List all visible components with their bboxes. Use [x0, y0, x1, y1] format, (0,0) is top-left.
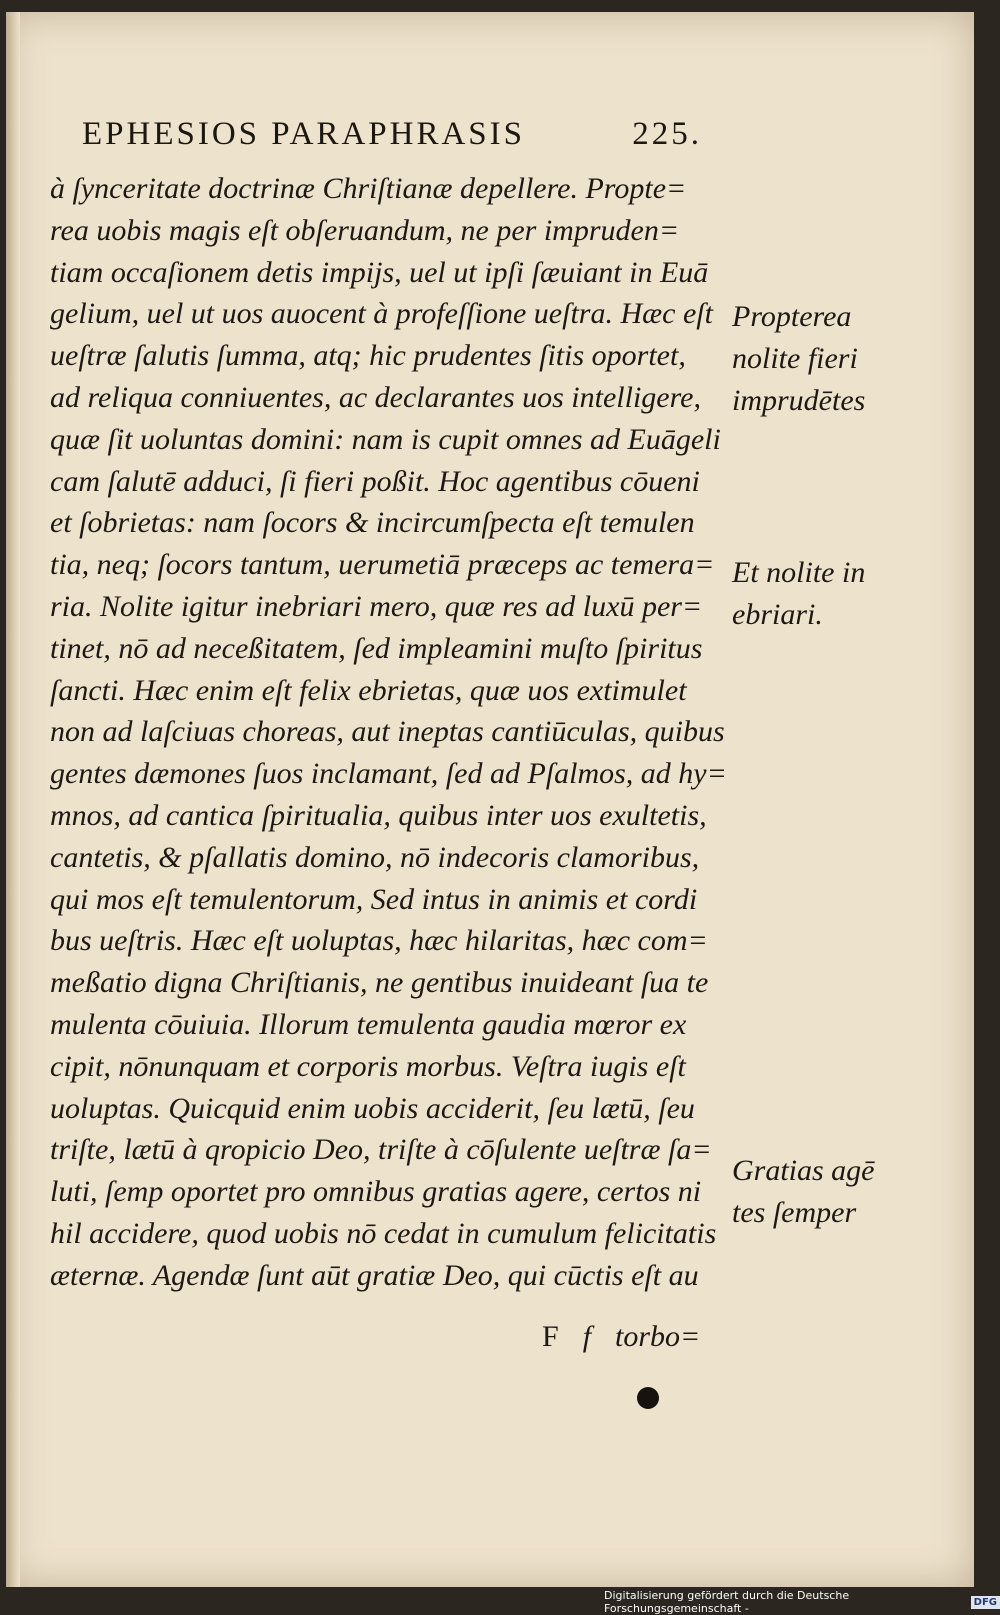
text-line: meßatio digna Chriſtianis, ne gentibus inuideant ſua te: [50, 966, 709, 1000]
text-line: luti, ſemp oportet pro omnibus gratias agere, certos ni: [50, 1175, 702, 1209]
margin-note-propterea: [732, 296, 912, 422]
digitization-credit: [604, 1589, 1000, 1615]
text-line: à ſynceritate doctrinæ Chriſtianæ depellere. Propte=: [50, 172, 687, 205]
text-line: tinet, nō ad neceßitatem, ſed impleamini muſto ſpiritus: [50, 631, 703, 665]
page-spine-shadow: [6, 12, 20, 1587]
text-line: gelium, uel ut uos auocent à profeſſione ueſtra. Hæc eſt: [50, 297, 713, 331]
margin-note-nolite-inebriari: [732, 552, 912, 636]
margin-note-line: Propterea: [732, 300, 852, 333]
text-line: non ad laſciuas choreas, aut ineptas cantiūculas, quibus: [50, 715, 725, 749]
signature-mark: F: [542, 1320, 559, 1353]
margin-note-gratias-agentes: [732, 1150, 912, 1234]
margin-note-line: nolite fieri: [732, 342, 858, 375]
margin-note-line: Et nolite in: [732, 556, 866, 589]
text-line: tiam occaſionem detis impijs, uel ut ipſi ſæuiant in Euā: [50, 255, 709, 289]
text-line: cantetis, & pſallatis domino, nō indecoris clamoribus,: [50, 840, 700, 874]
margin-note-line: imprudētes: [732, 384, 866, 417]
text-line: hil accidere, quod uobis nō cedat in cumulum felicitatis: [50, 1216, 717, 1250]
text-line: mnos, ad cantica ſpiritualia, quibus inter uos exultetis,: [50, 798, 707, 832]
catchword: torbo=: [615, 1320, 701, 1353]
text-line: bus ueſtris. Hæc eſt uoluptas, hæc hilaritas, hæc com=: [50, 924, 708, 958]
text-line: æternæ. Agendæ ſunt aūt gratiæ Deo, qui cūctis eſt au: [50, 1258, 699, 1292]
text-line: ad reliqua conniuentes, ac declarantes uos intelligere,: [50, 380, 701, 414]
running-header: [82, 116, 702, 153]
text-line: cipit, nōnunquam et corporis morbus. Veſtra iugis eſt: [50, 1049, 686, 1083]
text-line: tia, neq; ſocors tantum, uerumetiā præceps ac temera=: [50, 548, 715, 582]
text-line: qui mos eſt temulentorum, Sed intus in animis et cordi: [50, 882, 698, 916]
dfg-logo: DFG: [971, 1596, 1000, 1609]
margin-note-line: tes ſemper: [732, 1196, 857, 1229]
page-number: 225.: [632, 116, 702, 152]
text-line: ſancti. Hæc enim eſt felix ebrietas, quæ uos extimulet: [50, 673, 687, 707]
book-page: [6, 12, 974, 1587]
margin-note-line: Gratias agē: [732, 1154, 875, 1187]
main-text-block: [50, 168, 740, 1297]
margin-note-line: ebriari.: [732, 598, 823, 631]
text-line: ria. Nolite igitur inebriari mero, quæ res ad luxū per=: [50, 589, 703, 623]
signature-catchline: [542, 1320, 712, 1354]
text-line: uoluptas. Quicquid enim uobis acciderit, ſeu lætū, ſeu: [50, 1091, 695, 1125]
running-title: EPHESIOS PARAPHRASIS: [82, 116, 525, 152]
text-line: triſte, lætū à qropicio Deo, triſte à cōſulente ueſtræ ſa=: [50, 1133, 712, 1167]
text-line: et ſobrietas: nam ſocors & incircumſpecta eſt temulen: [50, 506, 695, 540]
text-line: gentes dæmones ſuos inclamant, ſed ad Pſalmos, ad hy=: [50, 757, 727, 791]
text-line: ueſtræ ſalutis ſumma, atq; hic prudentes ſitis oportet,: [50, 339, 686, 373]
text-line: rea uobis magis eſt obſeruandum, ne per impruden=: [50, 213, 680, 247]
signature-mark-2: f: [582, 1320, 592, 1353]
text-line: cam ſalutē adduci, ſi fieri poßit. Hoc agentibus cōueni: [50, 464, 700, 498]
ink-dot: [637, 1387, 659, 1409]
text-line: quæ ſit uoluntas domini: nam is cupit omnes ad Euāgeli: [50, 422, 721, 456]
credit-text: Digitalisierung gefördert durch die Deutsche Forschungsgemeinschaft -: [604, 1589, 850, 1615]
text-line: mulenta cōuiuia. Illorum temulenta gaudia mœror ex: [50, 1007, 687, 1041]
